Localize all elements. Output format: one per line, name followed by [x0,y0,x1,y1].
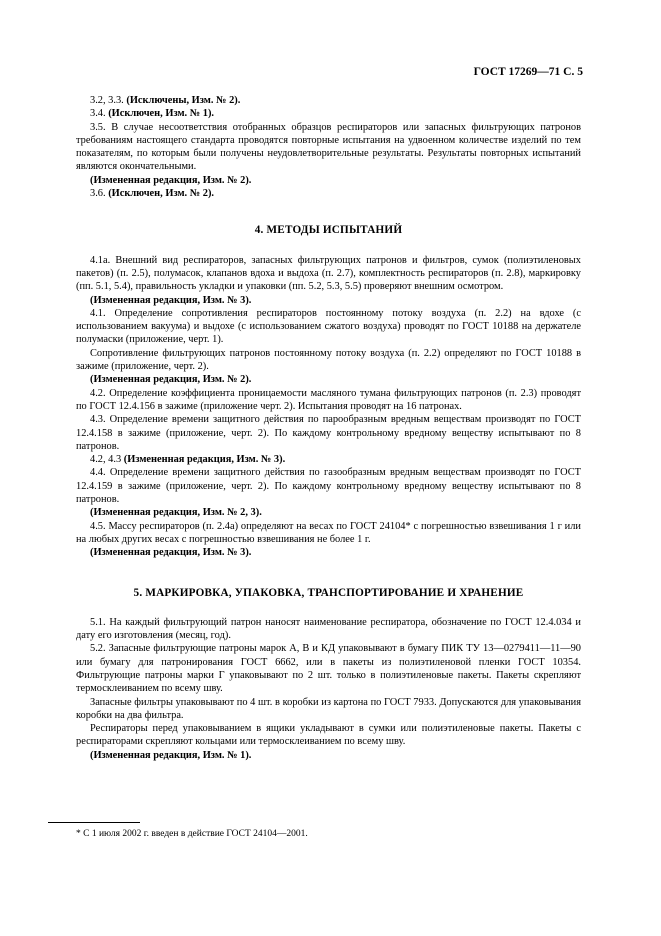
para-4-1: 4.1. Определение сопротивления респираторов постоянному потоку воздуха (п. 2.2) на вдохе (с использованием вакуума) и выдохе (с использованием сжатого воздуха) проводят по ГОСТ 10188 на держателе полумаски (приложение, черт. 1). [76,307,581,346]
footnote-divider [48,822,140,823]
para-5-2-respirators: Респираторы перед упаковыванием в ящики укладывают в сумки или полиэтиленовые пакеты. Пакеты с респираторами скрепляют кольцами или термосклеиванием по всему шву. [76,723,581,748]
amendment-note: (Измененная редакция, Изм. № 3). [90,294,252,306]
para-3-2: 3.2, 3.3. (Исключены, Изм. № 2). [90,95,241,106]
para-3-4: 3.4. (Исключен, Изм. № 1). [90,108,215,120]
para-4-1a: 4.1а. Внешний вид респираторов, запасных фильтрующих патронов и фильтров, сумок (полиэтиленовых пакетов) (п. 2.5), полумасок, клапанов вдоха и выдоха (п. 2.7), комплектность респираторов (п. 2.8), маркировку (пп. 5.1, 5.4), правильность укладки и упаковки (пп. 5.2, 5.3, 5.5) проверяют внешним осмотром. [76,254,581,293]
amendment-note: (Измененная редакция, Изм. № 1). [90,749,252,761]
para-4-2-4-3-note: 4.2, 4.3 (Измененная редакция, Изм. № 3). [90,454,286,466]
para-4-1-cont: Сопротивление фильтрующих патронов постоянному потоку воздуха (п. 2.2) определяют по ГОСТ 10188 в зажиме (приложение, черт. 2). [76,347,581,373]
para-3-6: 3.6. (Исключен, Изм. № 2). [90,188,215,200]
para-4-5: 4.5. Массу респираторов (п. 2.4а) определяют на весах по ГОСТ 24104* с погрешностью взвешивания 1 г или на любых других весах с погрешностью взвешивания не более 1 г. [76,520,581,545]
para-5-1: 5.1. На каждый фильтрующий патрон наносят наименование респиратора, обозначение по ГОСТ 12.4.034 и дату его изготовления (месяц, год). [76,616,581,642]
section-5-heading: 5. МАРКИРОВКА, УПАКОВКА, ТРАНСПОРТИРОВАНИЕ И ХРАНЕНИЕ [133,586,524,599]
para-5-2-filters: Запасные фильтры упаковывают по 4 шт. в коробки из картона по ГОСТ 7933. Допускаются для упаковывания коробки на два фильтра. [76,696,581,721]
footnote: * С 1 июля 2002 г. введен в действие ГОСТ 24104—2001. [76,829,308,839]
para-4-4: 4.4. Определение времени защитного действия по газообразным вредным веществам производят по ГОСТ 12.4.159 в зажиме (приложение, черт. 2). По каждому контрольному вредному веществу испытывают по 8 патронов. [76,467,581,506]
section-4-heading: 4. МЕТОДЫ ИСПЫТАНИЙ [254,224,403,237]
amendment-note: (Измененная редакция, Изм. № 3). [90,547,252,559]
para-5-2: 5.2. Запасные фильтрующие патроны марок А, В и КД упаковывают в бумагу ПИК ТУ 13—0279411—11—90 или бумагу для патронирования ГОСТ 6662, или в пакеты из полиэтиленовой пленки ГОСТ 10354. Фильтрующие патроны марки Г упаковывают по 2 шт. только в полиэтиленовые пакеты. Пакеты скрепляют термосклеиванием по всему шву. [76,643,581,695]
amendment-note: (Измененная редакция, Изм. № 2). [90,374,252,386]
para-4-2: 4.2. Определение коэффициента проницаемости масляного тумана фильтрующих патронов (п. 2.3) проводят по ГОСТ 12.4.156 в зажиме (приложение черт. 2). Испытания проводят на 16 патронах. [76,387,581,412]
amendment-note: (Измененная редакция, Изм. № 2). [90,174,252,186]
document-body [76,94,581,762]
amendment-note: (Измененная редакция, Изм. № 2, 3). [90,507,262,519]
para-3-5: 3.5. В случае несоответствия отобранных образцов респираторов или запасных фильтрующих патронов требованиям настоящего стандарта проводятся повторные испытания на удвоенном количестве изделий по тем показателям, по которым были получены неудовлетворительные результаты. Результаты повторных испытаний являются окончательными. [76,121,581,173]
para-4-3: 4.3. Определение времени защитного действия по парообразным вредным веществам производят по ГОСТ 12.4.158 в зажиме (приложение, черт. 2). По каждому контрольному вредному веществу испытывают по 8 патронов. [76,414,581,452]
page-header: ГОСТ 17269—71 С. 5 [473,66,583,78]
